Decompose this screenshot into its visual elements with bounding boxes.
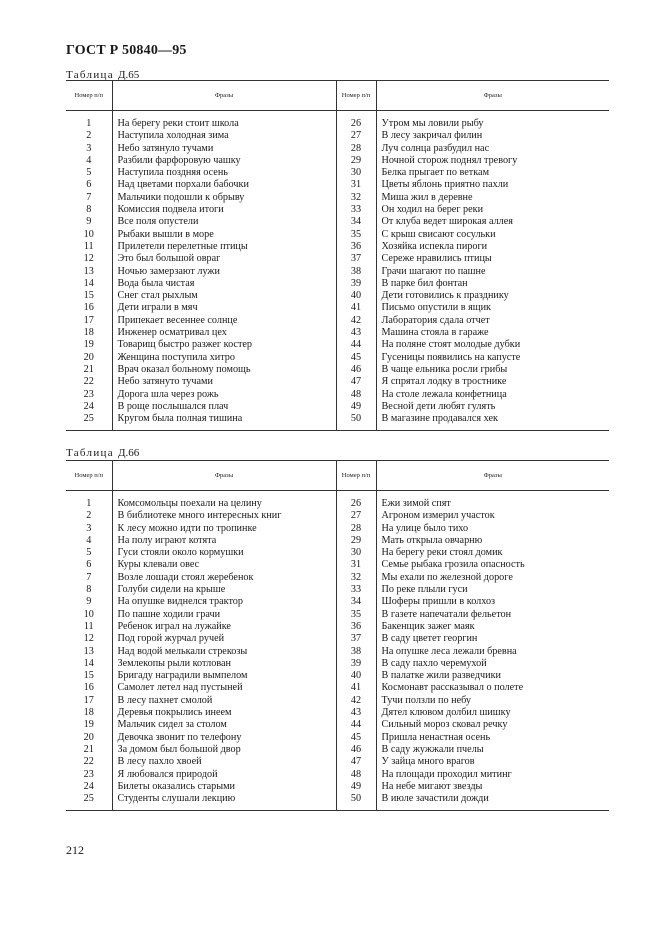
row-number: 16 bbox=[83, 682, 94, 694]
row-number: 44 bbox=[336, 339, 376, 351]
row-phrase: Под горой журчал ручей bbox=[112, 633, 336, 645]
table-row bbox=[66, 510, 609, 522]
row-phrase: Женщина поступила хитро bbox=[112, 352, 336, 364]
row-phrase: В магазине продавался хек bbox=[376, 413, 609, 431]
column-header-number: Номер п/п bbox=[336, 461, 376, 491]
row-phrase: Хозяйка испекла пироги bbox=[376, 241, 609, 253]
row-number: 48 bbox=[336, 389, 376, 401]
row-phrase: Товарищ быстро разжег костер bbox=[112, 339, 336, 351]
row-number: 20 bbox=[83, 731, 94, 743]
row-number: 26 bbox=[336, 491, 376, 511]
row-number: 5 bbox=[86, 167, 92, 179]
column-header-phrases: Фразы bbox=[112, 81, 336, 111]
row-number: 30 bbox=[336, 547, 376, 559]
row-phrase: Сильный мороз сковал речку bbox=[376, 719, 609, 731]
row-phrase: Космонавт рассказывал о полете bbox=[376, 682, 609, 694]
row-phrase: За домом был большой двор bbox=[112, 744, 336, 756]
row-number: 3 bbox=[86, 142, 92, 154]
row-number: 12 bbox=[83, 253, 94, 265]
row-phrase: Грачи шагают по пашне bbox=[376, 266, 609, 278]
row-number: 41 bbox=[336, 302, 376, 314]
table-row bbox=[66, 155, 609, 167]
table-row bbox=[66, 130, 609, 142]
row-number: 39 bbox=[336, 278, 376, 290]
row-phrase: Гусеницы появились на капусте bbox=[376, 352, 609, 364]
table-row bbox=[66, 633, 609, 645]
row-number: 8 bbox=[86, 204, 92, 216]
row-number: 11 bbox=[83, 620, 94, 632]
caption-number: Д.66 bbox=[117, 447, 140, 459]
row-number: 8 bbox=[86, 584, 92, 596]
row-phrase: Семье рыбака грозила опасность bbox=[376, 559, 609, 571]
row-phrase: Сереже нравились птицы bbox=[376, 253, 609, 265]
row-number: 31 bbox=[336, 179, 376, 191]
row-phrase: Машина стояла в гараже bbox=[376, 327, 609, 339]
row-phrase: К лесу можно идти по тропинке bbox=[112, 523, 336, 535]
row-phrase: Луч солнца разбудил нас bbox=[376, 143, 609, 155]
row-phrase: В саду цветет георгин bbox=[376, 633, 609, 645]
row-number: 42 bbox=[336, 315, 376, 327]
row-number: 28 bbox=[336, 523, 376, 535]
row-phrase: Голуби сидели на крыше bbox=[112, 584, 336, 596]
row-number: 37 bbox=[336, 253, 376, 265]
row-number: 23 bbox=[83, 768, 94, 780]
row-number: 33 bbox=[336, 584, 376, 596]
row-number: 24 bbox=[83, 780, 94, 792]
table-row bbox=[66, 401, 609, 413]
row-phrase: Дети играли в мяч bbox=[112, 302, 336, 314]
row-phrase: Припекает весеннее солнце bbox=[112, 315, 336, 327]
table-row bbox=[66, 732, 609, 744]
table-row bbox=[66, 584, 609, 596]
row-number: 19 bbox=[83, 719, 94, 731]
row-phrase: На опушке виднелся трактор bbox=[112, 596, 336, 608]
row-number: 3 bbox=[86, 522, 92, 534]
table-row bbox=[66, 547, 609, 559]
row-number: 22 bbox=[83, 756, 94, 768]
row-phrase: Тучи ползли по небу bbox=[376, 695, 609, 707]
row-phrase: Бригаду наградили вымпелом bbox=[112, 670, 336, 682]
row-number: 14 bbox=[83, 657, 94, 669]
row-phrase: На опушке леса лежали бревна bbox=[376, 646, 609, 658]
row-number: 15 bbox=[83, 290, 94, 302]
row-number: 46 bbox=[336, 744, 376, 756]
table-row bbox=[66, 646, 609, 658]
table-row bbox=[66, 290, 609, 302]
table-row bbox=[66, 204, 609, 216]
caption-label: Таблица bbox=[66, 447, 114, 459]
row-phrase: Инженер осматривал цех bbox=[112, 327, 336, 339]
row-phrase: Дети готовились к празднику bbox=[376, 290, 609, 302]
row-number: 44 bbox=[336, 719, 376, 731]
row-phrase: По пашне ходили грачи bbox=[112, 609, 336, 621]
table-row bbox=[66, 559, 609, 571]
row-phrase: Бакенщик зажег маяк bbox=[376, 621, 609, 633]
table-row bbox=[66, 167, 609, 179]
row-phrase: По реке плыли гуси bbox=[376, 584, 609, 596]
table-row bbox=[66, 364, 609, 376]
row-number: 34 bbox=[336, 596, 376, 608]
row-number: 27 bbox=[336, 510, 376, 522]
row-phrase: Небо затянуто тучами bbox=[112, 376, 336, 388]
row-number: 45 bbox=[336, 352, 376, 364]
row-number: 22 bbox=[83, 376, 94, 388]
table-row bbox=[66, 143, 609, 155]
row-phrase: Мальчики подошли к обрыву bbox=[112, 192, 336, 204]
row-phrase: Возле лошади стоял жеребенок bbox=[112, 572, 336, 584]
row-number: 48 bbox=[336, 769, 376, 781]
table-row bbox=[66, 389, 609, 401]
row-number: 9 bbox=[86, 596, 92, 608]
row-phrase: Пришла ненастная осень bbox=[376, 732, 609, 744]
row-phrase: В библиотеке много интересных книг bbox=[112, 510, 336, 522]
row-number: 4 bbox=[86, 534, 92, 546]
table-row bbox=[66, 491, 609, 511]
row-phrase: Снег стал рыхлым bbox=[112, 290, 336, 302]
row-phrase: Он ходил на берег реки bbox=[376, 204, 609, 216]
row-number: 4 bbox=[86, 154, 92, 166]
row-phrase: В парке бил фонтан bbox=[376, 278, 609, 290]
row-phrase: Это был большой овраг bbox=[112, 253, 336, 265]
row-phrase: Мы ехали по железной дороге bbox=[376, 572, 609, 584]
row-number: 7 bbox=[86, 571, 92, 583]
row-number: 6 bbox=[86, 179, 92, 191]
phrase-table-d65 bbox=[66, 80, 609, 431]
row-number: 25 bbox=[66, 413, 112, 431]
row-phrase: Небо затянуло тучами bbox=[112, 143, 336, 155]
row-number: 16 bbox=[83, 302, 94, 314]
row-phrase: С крыш свисают сосульки bbox=[376, 229, 609, 241]
row-number: 2 bbox=[86, 130, 92, 142]
row-number: 17 bbox=[83, 694, 94, 706]
row-number: 36 bbox=[336, 621, 376, 633]
row-phrase: В июле зачастили дожди bbox=[376, 793, 609, 811]
row-number: 45 bbox=[336, 732, 376, 744]
row-phrase: На полу играют котята bbox=[112, 535, 336, 547]
row-phrase: Вода была чистая bbox=[112, 278, 336, 290]
row-phrase: Утром мы ловили рыбу bbox=[376, 111, 609, 131]
document-header: ГОСТ Р 50840—95 bbox=[66, 43, 187, 58]
row-phrase: Девочка звонит по телефону bbox=[112, 732, 336, 744]
row-number: 34 bbox=[336, 216, 376, 228]
row-number: 35 bbox=[336, 609, 376, 621]
row-phrase: На берегу реки стоял домик bbox=[376, 547, 609, 559]
table-row bbox=[66, 523, 609, 535]
row-number: 1 bbox=[86, 118, 92, 129]
caption-number: Д.65 bbox=[117, 69, 140, 81]
row-number: 29 bbox=[336, 535, 376, 547]
table-row bbox=[66, 278, 609, 290]
row-phrase: На столе лежала конфетница bbox=[376, 389, 609, 401]
row-phrase: В саду пахло черемухой bbox=[376, 658, 609, 670]
row-phrase: На небе мигают звезды bbox=[376, 781, 609, 793]
table-row bbox=[66, 339, 609, 351]
row-phrase: Самолет летел над пустыней bbox=[112, 682, 336, 694]
table-row bbox=[66, 621, 609, 633]
row-number: 20 bbox=[83, 351, 94, 363]
row-phrase: Деревья покрылись инеем bbox=[112, 707, 336, 719]
row-number: 26 bbox=[336, 111, 376, 131]
row-number: 21 bbox=[83, 743, 94, 755]
row-phrase: От клуба ведет широкая аллея bbox=[376, 216, 609, 228]
row-number: 31 bbox=[336, 559, 376, 571]
row-number: 30 bbox=[336, 167, 376, 179]
table-row bbox=[66, 253, 609, 265]
table-row bbox=[66, 793, 609, 811]
row-phrase: Землекопы рыли котлован bbox=[112, 658, 336, 670]
row-phrase: На площади проходил митинг bbox=[376, 769, 609, 781]
row-number: 36 bbox=[336, 241, 376, 253]
row-phrase: Я спрятал лодку в тростнике bbox=[376, 376, 609, 388]
row-phrase: Мальчик сидел за столом bbox=[112, 719, 336, 731]
row-number: 28 bbox=[336, 143, 376, 155]
table-row bbox=[66, 670, 609, 682]
table-row bbox=[66, 609, 609, 621]
row-phrase: Дорога шла через рожь bbox=[112, 389, 336, 401]
table-row bbox=[66, 266, 609, 278]
row-phrase: У зайца много врагов bbox=[376, 756, 609, 768]
row-number: 5 bbox=[86, 547, 92, 559]
row-phrase: Билеты оказались старыми bbox=[112, 781, 336, 793]
column-header-phrases: Фразы bbox=[376, 81, 609, 111]
row-number: 1 bbox=[86, 498, 92, 509]
row-phrase: Миша жил в деревне bbox=[376, 192, 609, 204]
row-phrase: Гуси стояли около кормушки bbox=[112, 547, 336, 559]
row-phrase: Кругом была полная тишина bbox=[112, 413, 336, 431]
table-row bbox=[66, 179, 609, 191]
row-number: 50 bbox=[336, 793, 376, 811]
row-number: 6 bbox=[86, 559, 92, 571]
row-number: 18 bbox=[83, 327, 94, 339]
table-row bbox=[66, 229, 609, 241]
row-phrase: В роще послышался плач bbox=[112, 401, 336, 413]
row-number: 10 bbox=[83, 608, 94, 620]
page-number: 212 bbox=[66, 843, 84, 857]
row-number: 50 bbox=[336, 413, 376, 431]
table-row bbox=[66, 413, 609, 431]
row-phrase: В лесу пахло хвоей bbox=[112, 756, 336, 768]
row-number: 32 bbox=[336, 572, 376, 584]
row-number: 2 bbox=[86, 510, 92, 522]
caption-label: Таблица bbox=[66, 69, 114, 81]
row-number: 40 bbox=[336, 670, 376, 682]
row-phrase: В лесу пахнет смолой bbox=[112, 695, 336, 707]
table-row bbox=[66, 327, 609, 339]
row-number: 10 bbox=[83, 228, 94, 240]
row-number: 17 bbox=[83, 314, 94, 326]
table-row bbox=[66, 192, 609, 204]
row-phrase: Наступила холодная зима bbox=[112, 130, 336, 142]
row-number: 7 bbox=[86, 191, 92, 203]
row-number: 46 bbox=[336, 364, 376, 376]
table-row bbox=[66, 769, 609, 781]
row-phrase: Я любовался природой bbox=[112, 769, 336, 781]
column-header-number: Номер п/п bbox=[336, 81, 376, 111]
table-row bbox=[66, 111, 609, 131]
row-phrase: Студенты слушали лекцию bbox=[112, 793, 336, 811]
table-row bbox=[66, 376, 609, 388]
row-number: 47 bbox=[336, 756, 376, 768]
row-phrase: В палатке жили разведчики bbox=[376, 670, 609, 682]
row-number: 49 bbox=[336, 781, 376, 793]
row-number: 15 bbox=[83, 670, 94, 682]
table-row bbox=[66, 707, 609, 719]
phrase-table-d66 bbox=[66, 460, 609, 811]
row-number: 27 bbox=[336, 130, 376, 142]
row-phrase: Шоферы пришли в колхоз bbox=[376, 596, 609, 608]
row-phrase: Мать открыла овчарню bbox=[376, 535, 609, 547]
row-phrase: Цветы яблонь приятно пахли bbox=[376, 179, 609, 191]
row-number: 13 bbox=[83, 645, 94, 657]
row-number: 43 bbox=[336, 707, 376, 719]
row-number: 12 bbox=[83, 633, 94, 645]
row-phrase: Ночью замерзают лужи bbox=[112, 266, 336, 278]
row-number: 24 bbox=[83, 400, 94, 412]
table-row bbox=[66, 241, 609, 253]
row-phrase: На улице было тихо bbox=[376, 523, 609, 535]
row-phrase: Над цветами порхали бабочки bbox=[112, 179, 336, 191]
row-number: 29 bbox=[336, 155, 376, 167]
row-phrase: В газете напечатали фельетон bbox=[376, 609, 609, 621]
row-number: 39 bbox=[336, 658, 376, 670]
row-phrase: Наступила поздняя осень bbox=[112, 167, 336, 179]
row-phrase: Врач оказал больному помощь bbox=[112, 364, 336, 376]
row-number: 32 bbox=[336, 192, 376, 204]
table-row bbox=[66, 781, 609, 793]
row-number: 21 bbox=[83, 363, 94, 375]
row-number: 23 bbox=[83, 388, 94, 400]
table-row bbox=[66, 756, 609, 768]
table-row bbox=[66, 352, 609, 364]
row-phrase: Над водой мелькали стрекозы bbox=[112, 646, 336, 658]
table-row bbox=[66, 658, 609, 670]
row-number: 35 bbox=[336, 229, 376, 241]
table-row bbox=[66, 302, 609, 314]
row-number: 37 bbox=[336, 633, 376, 645]
row-number: 42 bbox=[336, 695, 376, 707]
table-row bbox=[66, 695, 609, 707]
table-row bbox=[66, 719, 609, 731]
row-phrase: Разбили фарфоровую чашку bbox=[112, 155, 336, 167]
table-row bbox=[66, 572, 609, 584]
column-header-phrases: Фразы bbox=[112, 461, 336, 491]
row-phrase: Комиссия подвела итоги bbox=[112, 204, 336, 216]
column-header-number: Номер п/п bbox=[66, 81, 112, 111]
table-row bbox=[66, 682, 609, 694]
row-phrase: В чаще ельника росли грибы bbox=[376, 364, 609, 376]
row-phrase: Весной дети любят гулять bbox=[376, 401, 609, 413]
table-row bbox=[66, 535, 609, 547]
row-phrase: Белка прыгает по веткам bbox=[376, 167, 609, 179]
row-number: 49 bbox=[336, 401, 376, 413]
row-number: 47 bbox=[336, 376, 376, 388]
row-number: 18 bbox=[83, 707, 94, 719]
row-phrase: Ежи зимой спят bbox=[376, 491, 609, 511]
row-number: 14 bbox=[83, 277, 94, 289]
row-number: 41 bbox=[336, 682, 376, 694]
table-row bbox=[66, 596, 609, 608]
row-number: 43 bbox=[336, 327, 376, 339]
row-phrase: В саду жужжали пчелы bbox=[376, 744, 609, 756]
row-phrase: Все поля опустели bbox=[112, 216, 336, 228]
row-number: 25 bbox=[66, 793, 112, 811]
row-phrase: На поляне стоят молодые дубки bbox=[376, 339, 609, 351]
table-row bbox=[66, 744, 609, 756]
column-header-number: Номер п/п bbox=[66, 461, 112, 491]
row-number: 9 bbox=[86, 216, 92, 228]
row-phrase: Прилетели перелетные птицы bbox=[112, 241, 336, 253]
row-phrase: Ночной сторож поднял тревогу bbox=[376, 155, 609, 167]
row-phrase: Рыбаки вышли в море bbox=[112, 229, 336, 241]
row-phrase: Письмо опустили в ящик bbox=[376, 302, 609, 314]
row-phrase: Куры клевали овес bbox=[112, 559, 336, 571]
row-phrase: В лесу закричал филин bbox=[376, 130, 609, 142]
row-phrase: Агроном измерил участок bbox=[376, 510, 609, 522]
row-phrase: Дятел клювом долбил шишку bbox=[376, 707, 609, 719]
row-number: 38 bbox=[336, 266, 376, 278]
row-number: 19 bbox=[83, 339, 94, 351]
table-caption-d66 bbox=[66, 447, 139, 459]
row-number: 38 bbox=[336, 646, 376, 658]
table-row bbox=[66, 315, 609, 327]
row-number: 11 bbox=[83, 240, 94, 252]
row-number: 33 bbox=[336, 204, 376, 216]
row-phrase: Комсомольцы поехали на целину bbox=[112, 491, 336, 511]
column-header-phrases: Фразы bbox=[376, 461, 609, 491]
row-phrase: На берегу реки стоит школа bbox=[112, 111, 336, 131]
row-phrase: Лаборатория сдала отчет bbox=[376, 315, 609, 327]
row-number: 13 bbox=[83, 265, 94, 277]
row-number: 40 bbox=[336, 290, 376, 302]
table-row bbox=[66, 216, 609, 228]
row-phrase: Ребенок играл на лужайке bbox=[112, 621, 336, 633]
